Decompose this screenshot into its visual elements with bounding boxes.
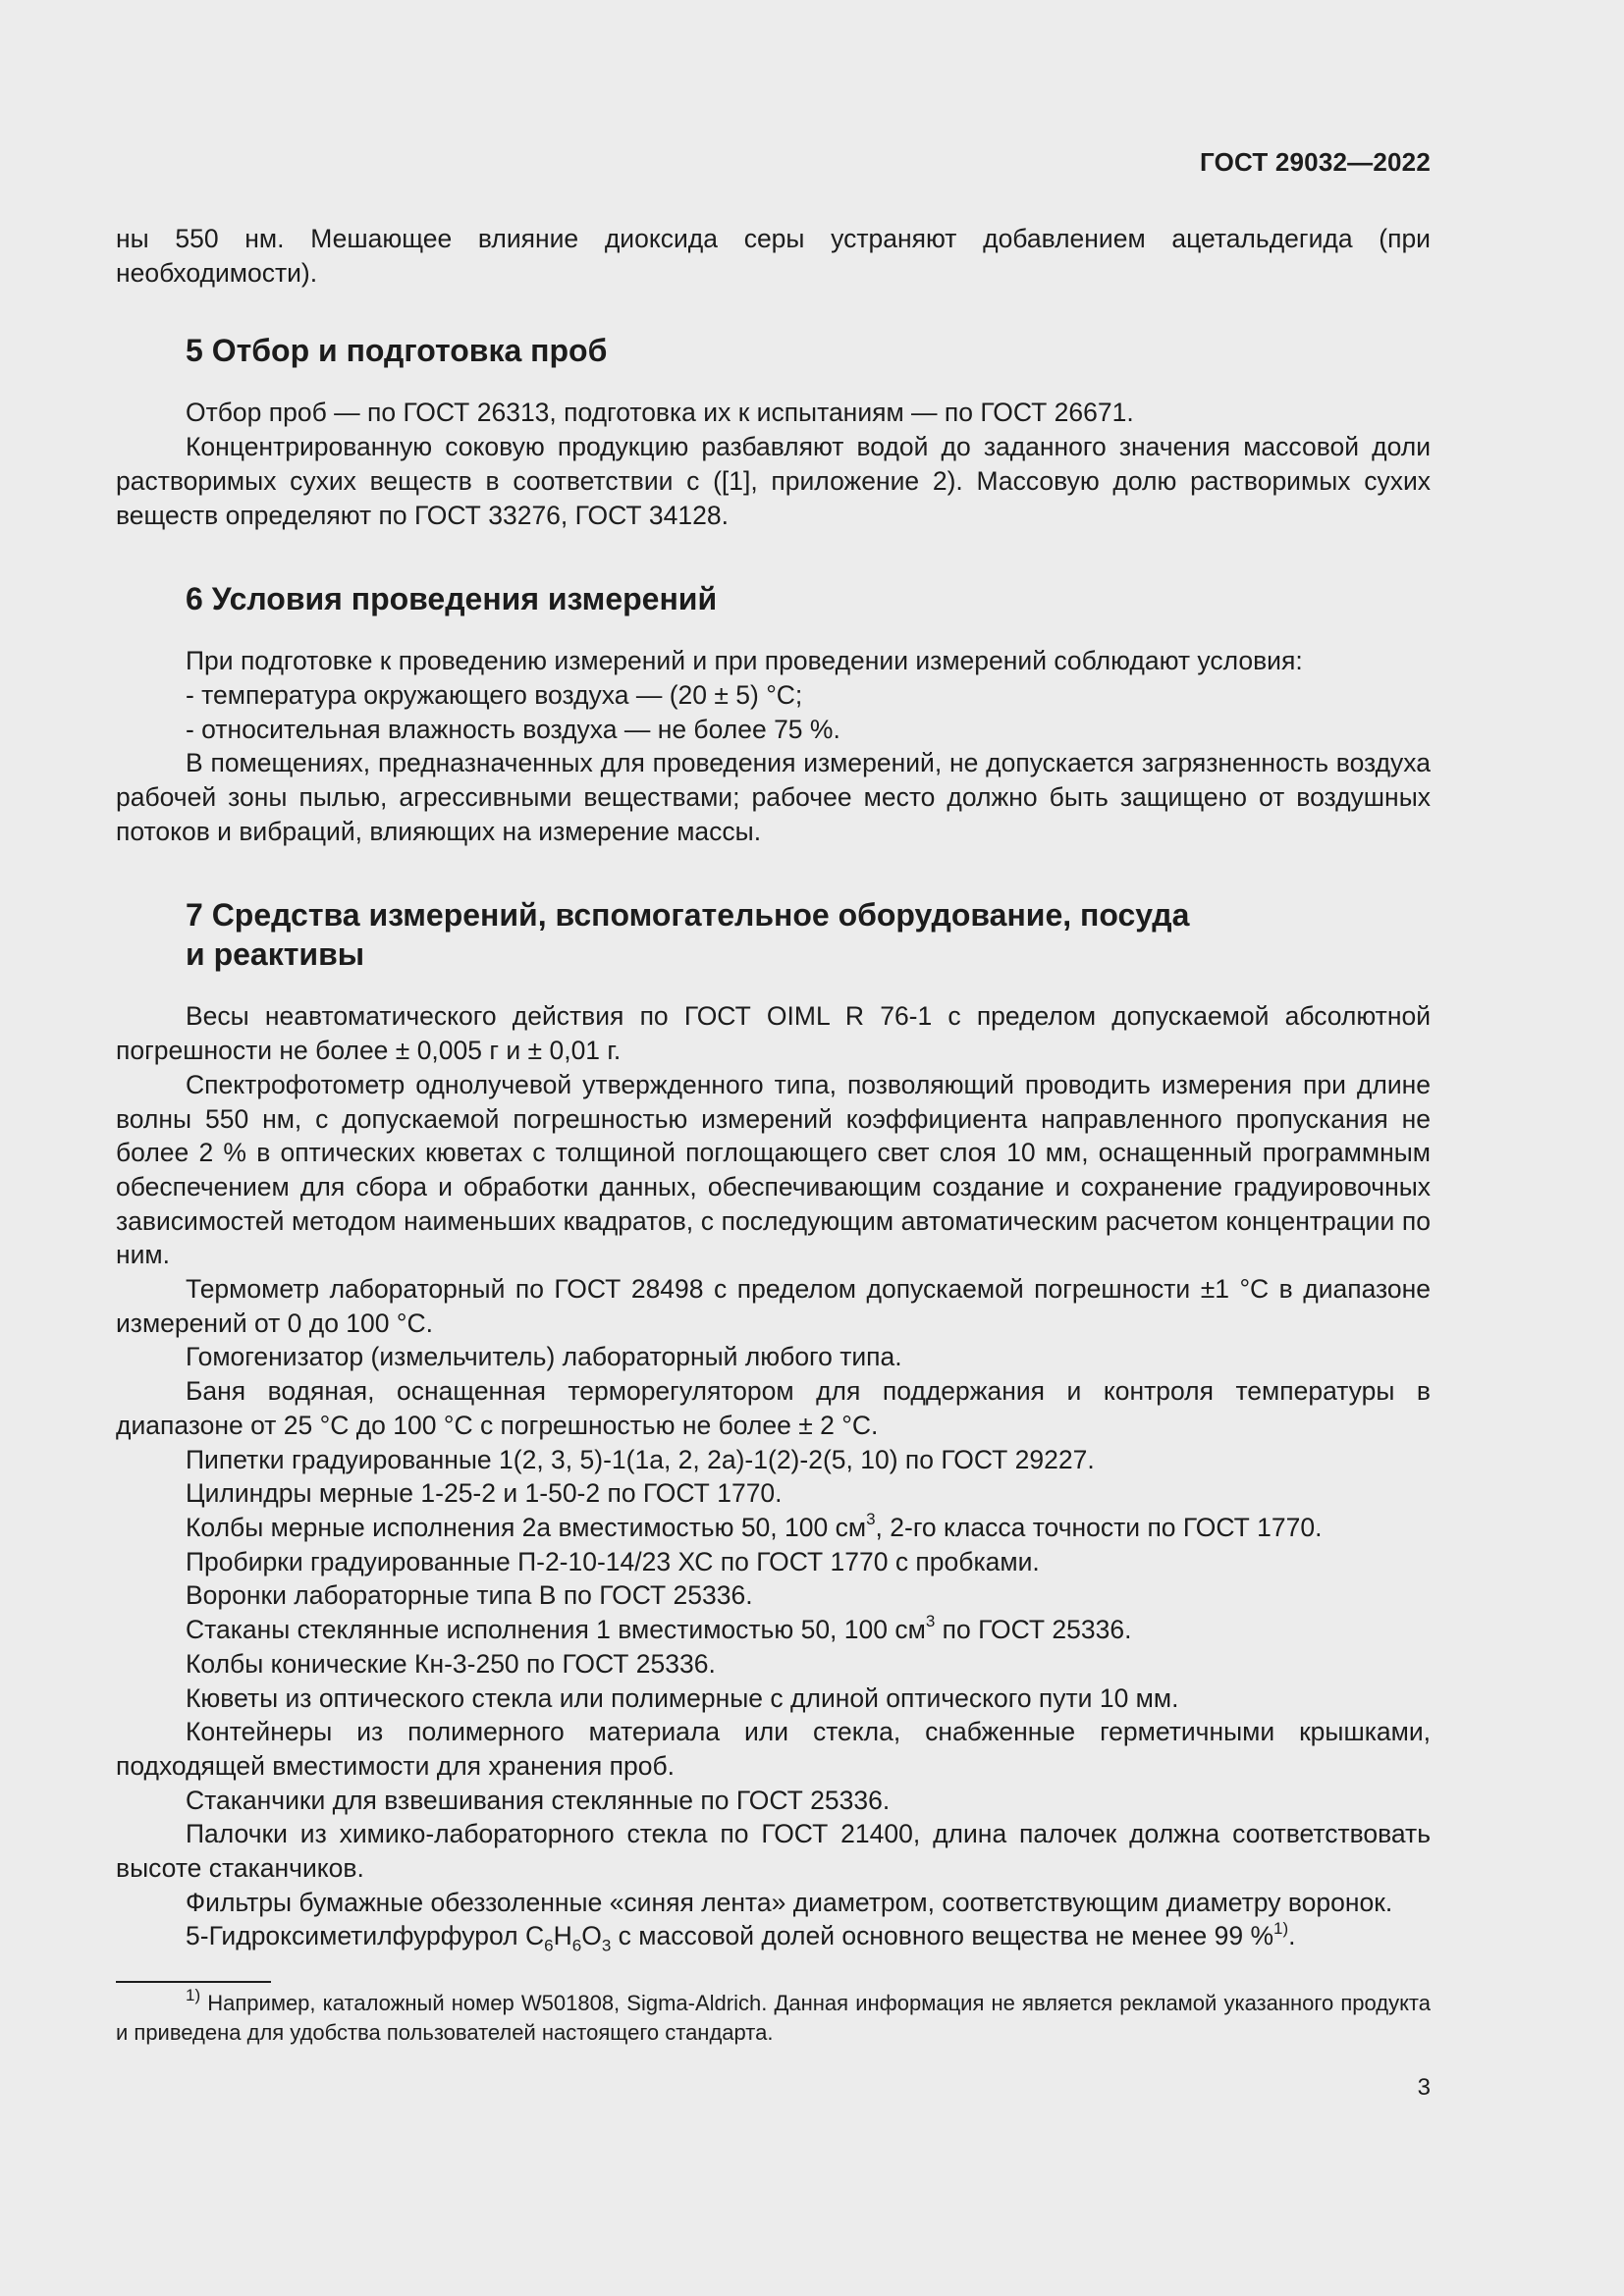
standard-id-header: ГОСТ 29032—2022 (1200, 147, 1431, 177)
section-6-paragraph-4: В помещениях, предназначенных для проведения измерений, не допускается загрязненность воздуха рабочей зоны пылью, агрессивными веществами; рабочее место должно быть защищено от воздушных потоков и вибраций, влияющих на измерение массы. (116, 748, 1431, 846)
formula-subscript: 6 (571, 1936, 582, 1955)
item-volumetric-flasks (116, 1511, 1431, 1545)
footnote-reference[interactable]: 1) (1273, 1918, 1289, 1938)
section-6-title: 6 Условия проведения измерений (186, 581, 718, 617)
formula-subscript: 3 (601, 1936, 612, 1955)
item-volumetric-flasks-text-end: , 2-го класса точности по ГОСТ 1770. (875, 1512, 1323, 1542)
item-conical-flasks: Колбы конические Кн-3-250 по ГОСТ 25336. (186, 1648, 716, 1679)
item-beakers (116, 1613, 1431, 1647)
item-weighing-cups: Стаканчики для взвешивания стеклянные по ГОСТ 25336. (186, 1785, 891, 1815)
hmf-text-c: О (581, 1921, 602, 1951)
section-6-condition-temperature: - температура окружающего воздуха — (20 ± 5) °С; (186, 679, 803, 710)
section-5-paragraph-2: Концентрированную соковую продукцию разбавляют водой до заданного значения массовой доли растворимых сухих веществ в соответствии с ([1], приложение 2). Массовую долю растворимых сухих веществ определяют по ГОСТ 33276, ГОСТ 34128. (116, 432, 1431, 530)
item-cuvettes: Кюветы из оптического стекла или полимерные с длиной оптического пути 10 мм. (186, 1682, 1179, 1713)
item-containers: Контейнеры из полимерного материала или стекла, снабженные герметичными крышками, подходящей вместимости для хранения проб. (116, 1717, 1431, 1781)
item-volumetric-flasks-text: Колбы мерные исполнения 2а вместимостью 50, 100 см (186, 1512, 867, 1542)
section-7-title-line-2: и реактивы (186, 936, 365, 973)
footnote-divider (116, 1981, 271, 1983)
formula-subscript: 6 (544, 1936, 554, 1955)
page-number: 3 (1417, 2074, 1431, 2101)
item-spectrophotometer: Спектрофотометр однолучевой утвержденного типа, позволяющий проводить измерения при длине волны 550 нм, с допускаемой погрешностью измерений коэффициента направленного пропускания не более 2 % в оптических кюветах с толщиной поглощающего свет слоя 10 мм, оснащенный программным обеспечением для сбора и обработки данных, обеспечивающим создание и сохранение градуировочных зависимостей методом наименьших квадратов, с последующим автоматическим расчетом концентрации по ним. (116, 1069, 1431, 1270)
item-hmf-reagent (116, 1919, 1431, 1953)
item-beakers-text-end: по ГОСТ 25336. (935, 1615, 1132, 1645)
footnote-marker: 1) (186, 1985, 201, 2004)
page-content (116, 222, 1431, 2048)
item-water-bath: Баня водяная, оснащенная терморегулятором для поддержания и контроля температуры в диапазоне от 25 °С до 100 °С с погрешностью не более ± 2 °С. (116, 1376, 1431, 1440)
cubic-superscript: 3 (866, 1510, 876, 1529)
item-beakers-text: Стаканы стеклянные исполнения 1 вместимостью 50, 100 см (186, 1615, 926, 1645)
hmf-text-b: Н (553, 1921, 572, 1951)
footnote (116, 1985, 1431, 2048)
section-7-title (186, 895, 1315, 974)
hmf-text-e: . (1288, 1921, 1296, 1951)
item-test-tubes: Пробирки градуированные П-2-10-14/23 ХС по ГОСТ 1770 с пробками. (186, 1546, 1040, 1576)
item-glass-rods: Палочки из химико-лабораторного стекла по ГОСТ 21400, длина палочек должна соответствовать высоте стаканчиков. (116, 1819, 1431, 1884)
intro-paragraph: ны 550 нм. Мешающее влияние диоксида серы устраняют добавлением ацетальдегида (при необходимости). (116, 224, 1431, 288)
footnote-text: Например, каталожный номер W501808, Sigma-Aldrich. Данная информация не является рекламой указанного продукта и приведена для удобства пользователей настоящего стандарта. (116, 1991, 1431, 2046)
item-scales: Весы неавтоматического действия по ГОСТ OIML R 76-1 с пределом допускаемой абсолютной погрешности не более ± 0,005 г и ± 0,01 г. (116, 1001, 1431, 1066)
section-5-title: 5 Отбор и подготовка проб (186, 333, 608, 369)
section-5-paragraph-1: Отбор проб — по ГОСТ 26313, подготовка их к испытаниям — по ГОСТ 26671. (186, 398, 1134, 428)
item-cylinders: Цилиндры мерные 1-25-2 и 1-50-2 по ГОСТ 1770. (186, 1478, 783, 1509)
section-6-paragraph-1: При подготовке к проведению измерений и при проведении измерений соблюдают условия: (186, 646, 1303, 676)
item-homogenizer: Гомогенизатор (измельчитель) лабораторный любого типа. (186, 1342, 902, 1372)
section-7-title-line-1: 7 Средства измерений, вспомогательное оборудование, посуда (186, 897, 1190, 934)
hmf-text-a: 5-Гидроксиметилфурфурол С (186, 1921, 545, 1951)
item-funnels: Воронки лабораторные типа В по ГОСТ 25336. (186, 1580, 753, 1611)
hmf-text-d: с массовой долей основного вещества не менее 99 % (611, 1921, 1274, 1951)
item-pipettes: Пипетки градуированные 1(2, 3, 5)-1(1а, 2, 2а)-1(2)-2(5, 10) по ГОСТ 29227. (186, 1444, 1095, 1474)
item-filters: Фильтры бумажные обеззоленные «синяя лента» диаметром, соответствующим диаметру воронок. (186, 1887, 1393, 1917)
cubic-superscript: 3 (925, 1612, 936, 1631)
item-thermometer: Термометр лабораторный по ГОСТ 28498 с пределом допускаемой погрешности ±1 °С в диапазоне измерений от 0 до 100 °С. (116, 1274, 1431, 1338)
section-6-condition-humidity: - относительная влажность воздуха — не более 75 %. (186, 714, 840, 744)
